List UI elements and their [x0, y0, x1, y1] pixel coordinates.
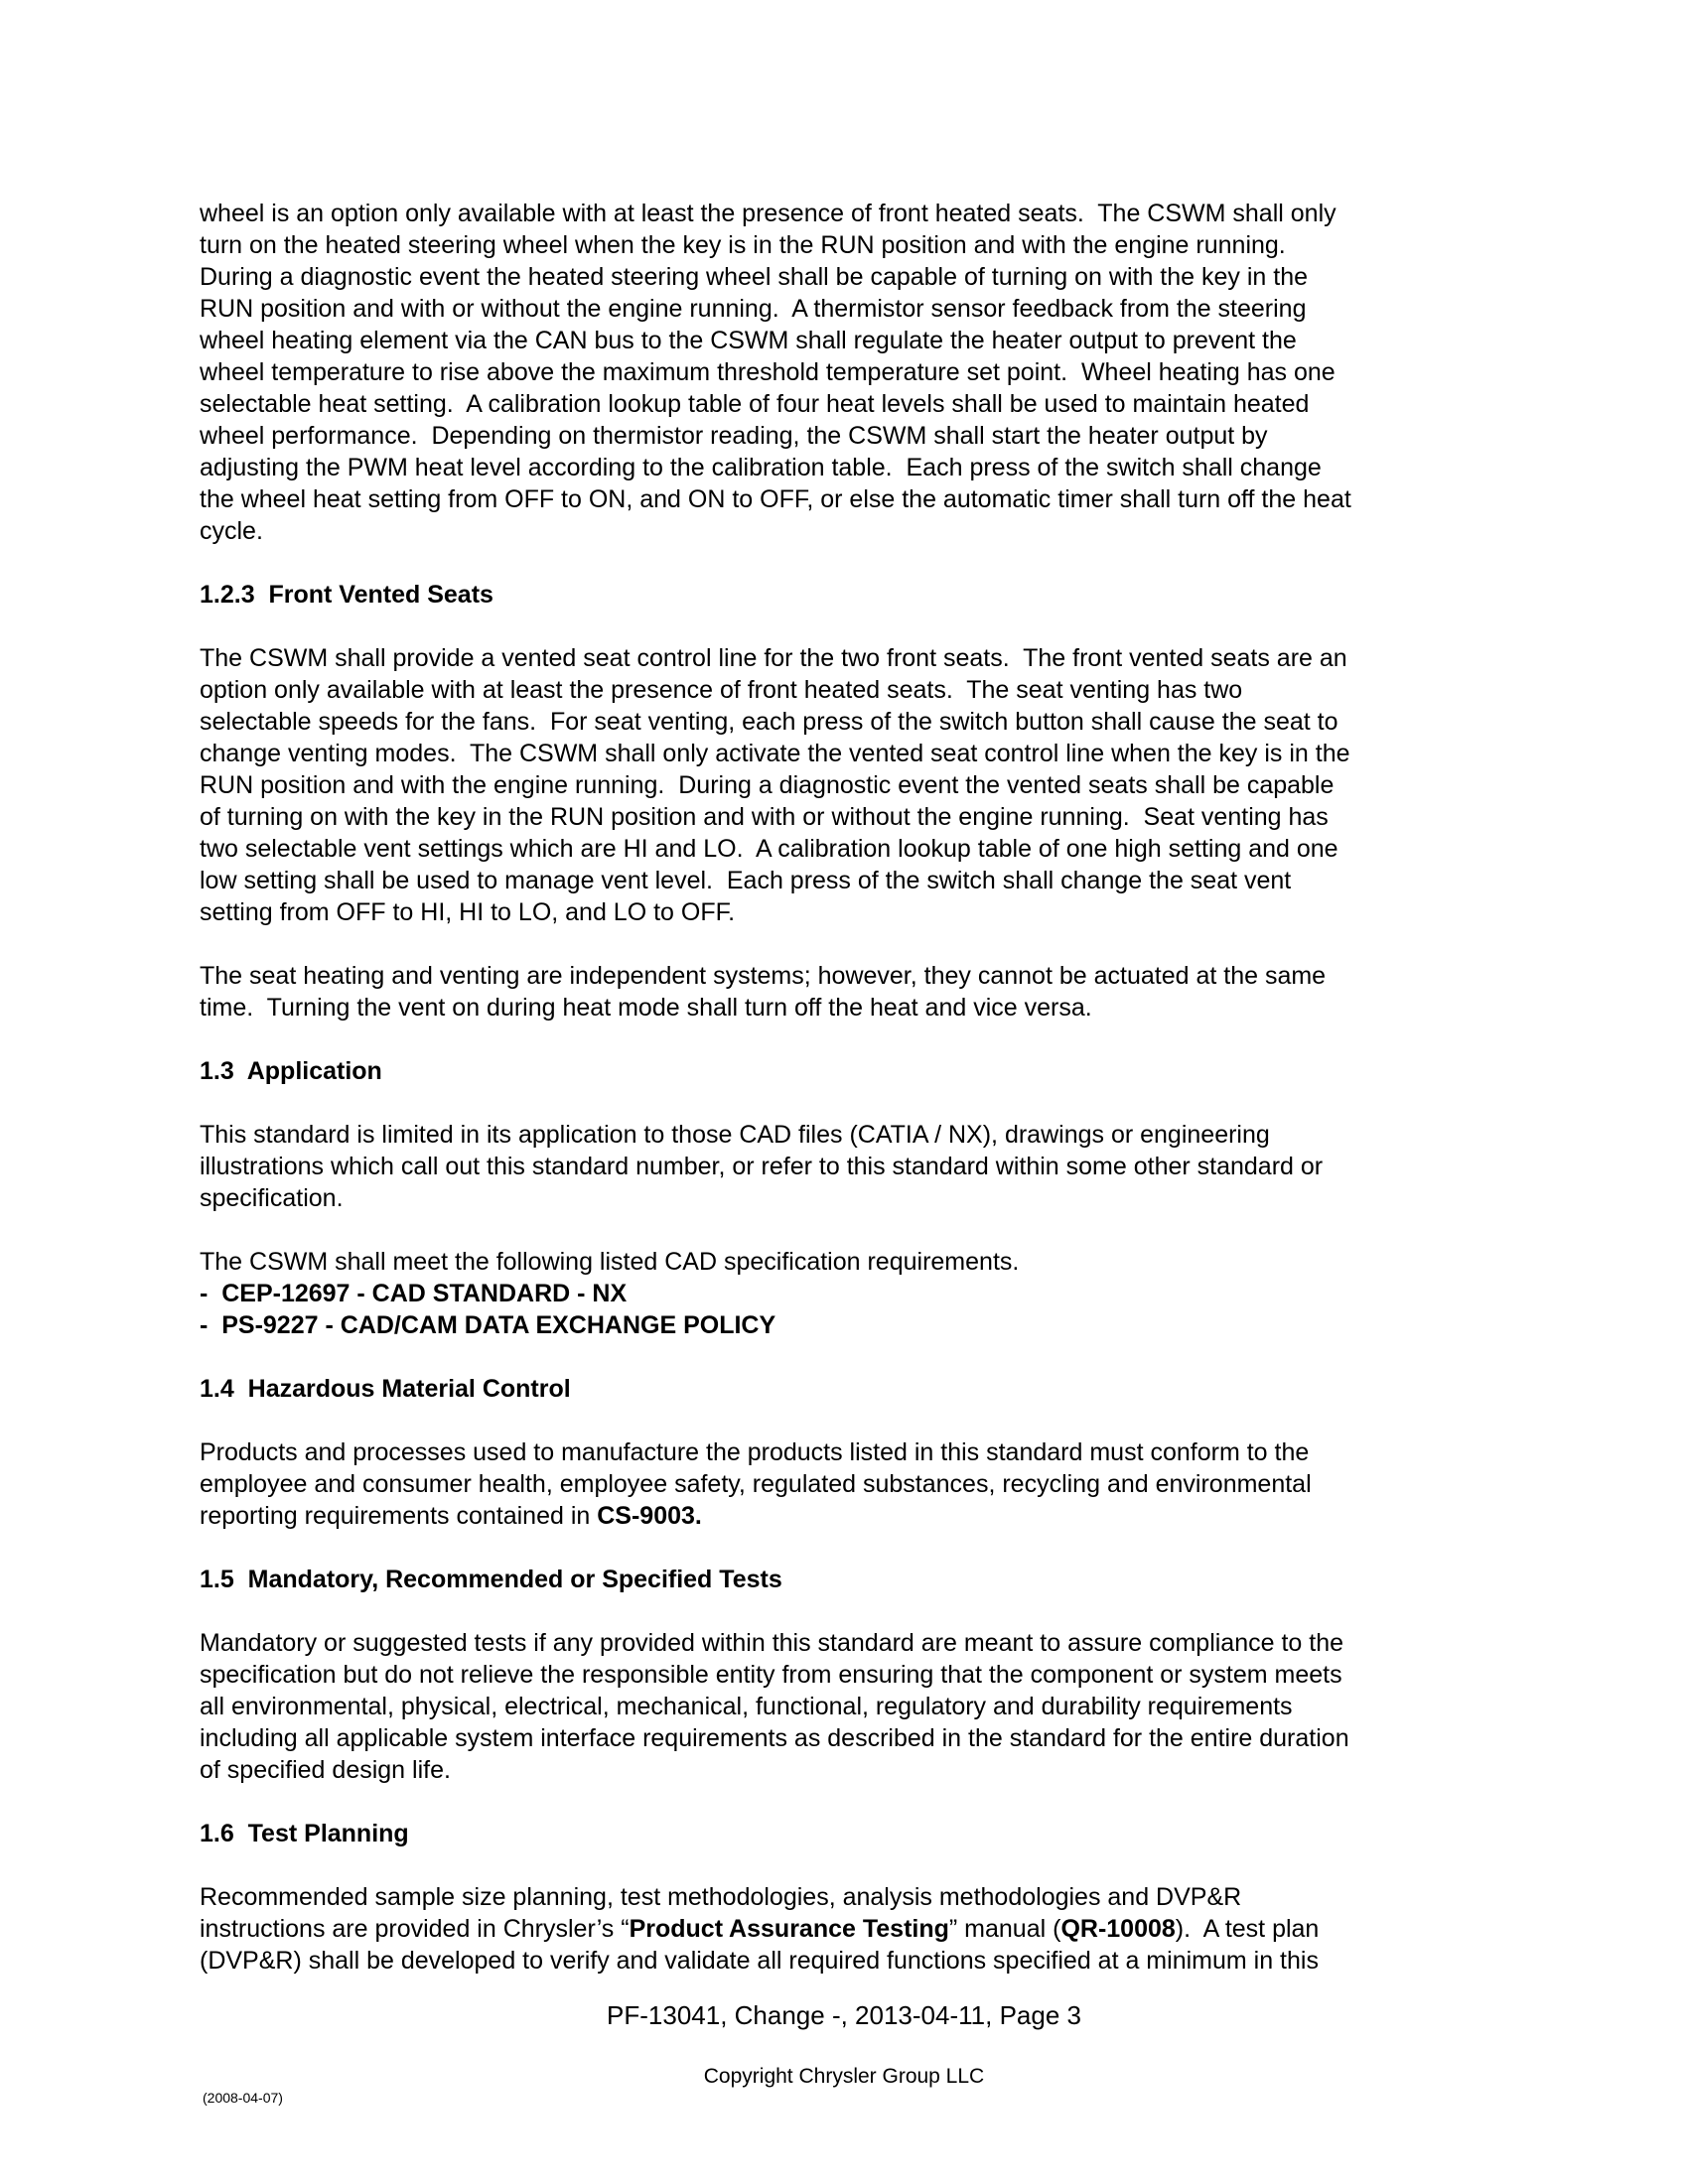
blank-line	[200, 1087, 1510, 1119]
text-line: RUN position and with or without the engine running. A thermistor sensor feedback from the steering	[200, 295, 1307, 323]
bold-text: - CEP-12697 - CAD STANDARD - NX	[200, 1280, 628, 1307]
bold-text: 1.4 Hazardous Material Control	[200, 1375, 571, 1403]
blank-line	[200, 1341, 1510, 1373]
text-line: (DVP&R) shall be developed to verify and validate all required functions specified at a minimum in this	[200, 1947, 1319, 1975]
bold-text: CS-9003.	[597, 1502, 702, 1530]
text-line: The seat heating and venting are independent systems; however, they cannot be actuated at the same	[200, 962, 1327, 990]
footer-page-info: PF-13041, Change -, 2013-04-11, Page 3	[607, 2000, 1081, 2030]
text-line: of turning on with the key in the RUN position and with or without the engine running. Seat venting has	[200, 803, 1329, 831]
text-line: During a diagnostic event the heated steering wheel shall be capable of turning on with the key in the	[200, 263, 1309, 291]
blank-line	[200, 1024, 1510, 1055]
text-line: the wheel heat setting from OFF to ON, and ON to OFF, or else the automatic timer shall turn off the heat	[200, 485, 1351, 513]
text-line: selectable speeds for the fans. For seat venting, each press of the switch button shall cause the seat to	[200, 708, 1338, 736]
footer-copyright: Copyright Chrysler Group LLC	[703, 2065, 985, 2088]
bold-text: 1.5 Mandatory, Recommended or Specified Tests	[200, 1566, 782, 1593]
bold-text: 1.2.3 Front Vented Seats	[200, 581, 493, 609]
text-line: The CSWM shall provide a vented seat control line for the two front seats. The front vented seats are an	[200, 644, 1347, 672]
section-heading	[200, 1564, 1510, 1595]
bold-text: QR-10008	[1060, 1915, 1176, 1943]
bold-text: Product Assurance Testing	[629, 1915, 949, 1943]
text-line: change venting modes. The CSWM shall only activate the vented seat control line when the key is in the	[200, 740, 1350, 767]
text-line: This standard is limited in its application to those CAD files (CATIA / NX), drawings or engineering	[200, 1121, 1270, 1149]
text-line: The CSWM shall meet the following listed CAD specification requirements.	[200, 1248, 1020, 1276]
blank-line	[200, 928, 1510, 960]
text-line	[200, 1500, 1510, 1532]
bold-text: 1.3 Application	[200, 1057, 382, 1085]
text-line: all environmental, physical, electrical, mechanical, functional, regulatory and durability requirements	[200, 1693, 1293, 1720]
text-line: low setting shall be used to manage vent level. Each press of the switch shall change the seat vent	[200, 867, 1292, 894]
section-heading	[200, 579, 1510, 611]
blank-line	[200, 1214, 1510, 1246]
text-line: option only available with at least the presence of front heated seats. The seat venting has two	[200, 676, 1243, 704]
text-line: illustrations which call out this standard number, or refer to this standard within some other standard or	[200, 1153, 1324, 1180]
footer-form-date: (2008-04-07)	[203, 2090, 283, 2106]
text-line	[200, 1913, 1510, 1945]
text-line: setting from OFF to HI, HI to LO, and LO to OFF.	[200, 898, 736, 926]
text-line: specification but do not relieve the responsible entity from ensuring that the component or system meets	[200, 1661, 1342, 1689]
text-line: time. Turning the vent on during heat mode shall turn off the heat and vice versa.	[200, 994, 1092, 1022]
section-heading	[200, 1373, 1510, 1405]
text-line: turn on the heated steering wheel when the key is in the RUN position and with the engine running.	[200, 231, 1286, 259]
document-body	[200, 198, 1510, 1977]
blank-line	[200, 1532, 1510, 1564]
section-heading	[200, 1818, 1510, 1849]
text-line: Recommended sample size planning, test methodologies, analysis methodologies and DVP&R	[200, 1883, 1242, 1911]
text-segment: reporting requirements contained in	[200, 1502, 598, 1530]
blank-line	[200, 1405, 1510, 1436]
text-line: Mandatory or suggested tests if any provided within this standard are meant to assure compliance to the	[200, 1629, 1344, 1657]
blank-line	[200, 611, 1510, 642]
text-line: specification.	[200, 1184, 344, 1212]
bold-text: 1.6 Test Planning	[200, 1820, 409, 1847]
text-line: wheel performance. Depending on thermistor reading, the CSWM shall start the heater output by	[200, 422, 1268, 450]
text-line: wheel heating element via the CAN bus to the CSWM shall regulate the heater output to prevent the	[200, 327, 1297, 354]
text-line: RUN position and with the engine running. During a diagnostic event the vented seats shall be capable	[200, 771, 1335, 799]
text-line	[200, 1278, 1510, 1309]
blank-line	[200, 547, 1510, 579]
text-line: employee and consumer health, employee safety, regulated substances, recycling and environmental	[200, 1470, 1312, 1498]
text-line: including all applicable system interface requirements as described in the standard for the entire duration	[200, 1724, 1349, 1752]
text-segment: ). A test plan	[1175, 1915, 1320, 1943]
text-line: wheel is an option only available with at least the presence of front heated seats. The CSWM shall only	[200, 200, 1336, 227]
blank-line	[200, 1595, 1510, 1627]
text-line: cycle.	[200, 517, 263, 545]
blank-line	[200, 1786, 1510, 1818]
blank-line	[200, 1849, 1510, 1881]
text-segment: ” manual (	[948, 1915, 1061, 1943]
text-line: two selectable vent settings which are HI and LO. A calibration lookup table of one high setting and one	[200, 835, 1338, 863]
text-line	[200, 1309, 1510, 1341]
text-line: adjusting the PWM heat level according to the calibration table. Each press of the switch shall change	[200, 454, 1322, 481]
bold-text: - PS-9227 - CAD/CAM DATA EXCHANGE POLICY	[200, 1311, 776, 1339]
text-line: of specified design life.	[200, 1756, 451, 1784]
text-segment: instructions are provided in Chrysler’s “	[200, 1915, 630, 1943]
section-heading	[200, 1055, 1510, 1087]
text-line: selectable heat setting. A calibration lookup table of four heat levels shall be used to maintain heated	[200, 390, 1310, 418]
text-line: Products and processes used to manufacture the products listed in this standard must conform to the	[200, 1438, 1310, 1466]
text-line: wheel temperature to rise above the maximum threshold temperature set point. Wheel heating has one	[200, 358, 1336, 386]
